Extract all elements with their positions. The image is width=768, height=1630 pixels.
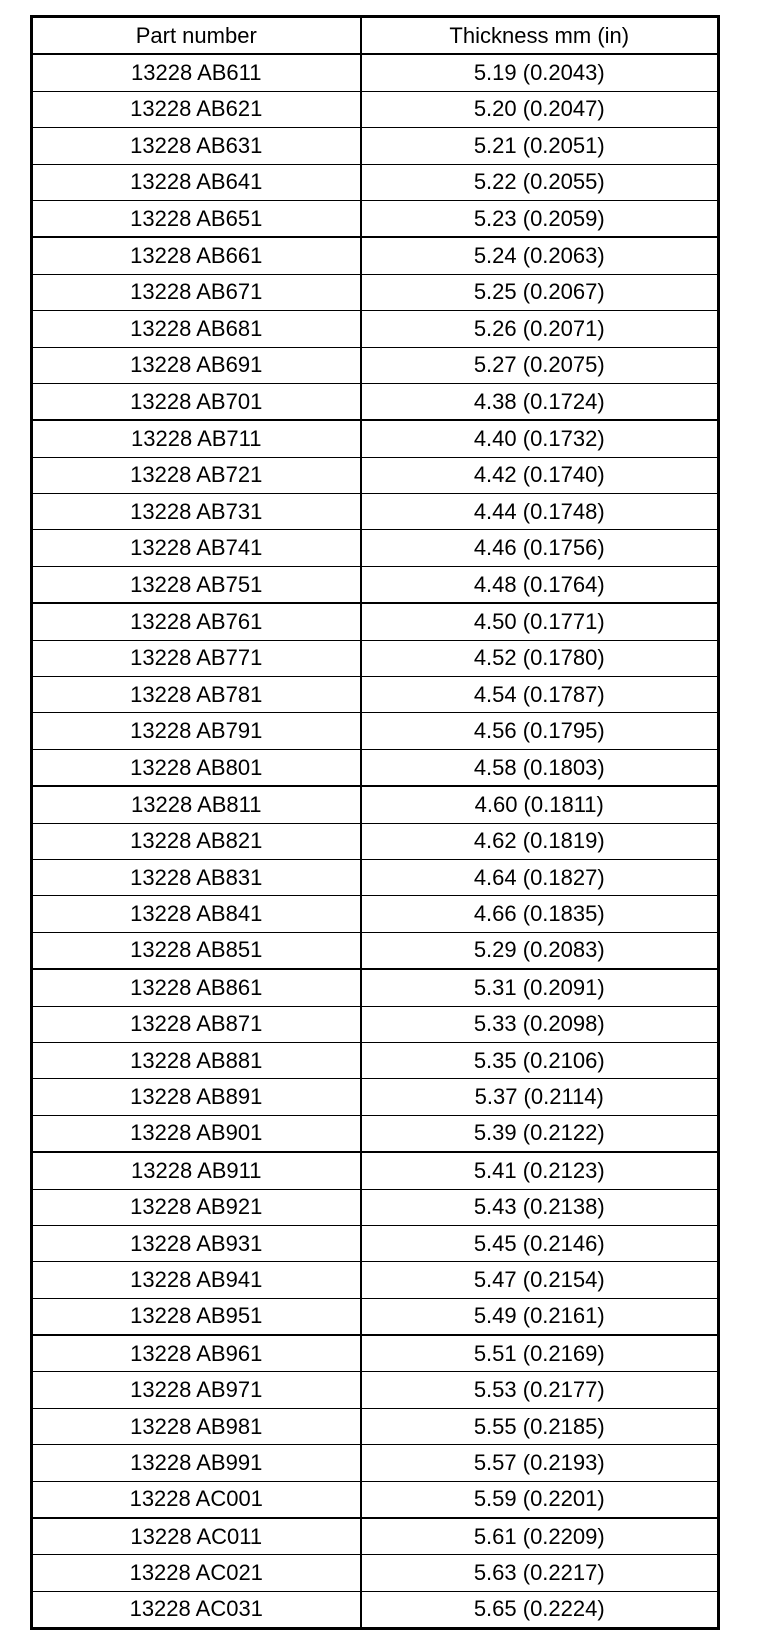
thickness-cell: 5.29 (0.2083) [361,932,719,969]
part-number-cell: 13228 AB651 [32,200,361,237]
thickness-cell: 5.43 (0.2138) [361,1189,719,1225]
table-row [32,383,719,420]
table-row [32,530,719,566]
table-row [32,200,719,237]
table-row [32,1225,719,1261]
part-number-cell: 13228 AB621 [32,91,361,127]
table-row [32,713,719,749]
part-number-cell: 13228 AB861 [32,969,361,1006]
part-number-cell: 13228 AB801 [32,749,361,786]
part-number-cell: 13228 AB811 [32,786,361,823]
table-row [32,859,719,895]
thickness-cell: 5.19 (0.2043) [361,54,719,91]
part-number-cell: 13228 AB971 [32,1372,361,1408]
part-number-cell: 13228 AB781 [32,677,361,713]
part-number-cell: 13228 AB751 [32,566,361,603]
table-row [32,91,719,127]
table-row [32,54,719,91]
table-row [32,237,719,274]
thickness-cell: 5.25 (0.2067) [361,274,719,310]
table-row [32,1518,719,1555]
table-row [32,786,719,823]
table-row [32,494,719,530]
table-row [32,1152,719,1189]
part-number-cell: 13228 AB711 [32,420,361,457]
thickness-cell: 5.51 (0.2169) [361,1335,719,1372]
table-row [32,1335,719,1372]
thickness-cell: 4.42 (0.1740) [361,457,719,493]
part-number-cell: 13228 AB721 [32,457,361,493]
thickness-cell: 5.35 (0.2106) [361,1042,719,1078]
table-row [32,566,719,603]
table-row [32,969,719,1006]
part-number-cell: 13228 AB681 [32,311,361,347]
part-number-cell: 13228 AB771 [32,640,361,676]
part-number-cell: 13228 AB761 [32,603,361,640]
thickness-cell: 4.52 (0.1780) [361,640,719,676]
table-row [32,823,719,859]
thickness-cell: 4.50 (0.1771) [361,603,719,640]
part-number-cell: 13228 AB961 [32,1335,361,1372]
table-row [32,164,719,200]
table-row [32,1445,719,1481]
header-row [32,17,719,55]
header-thickness: Thickness mm (in) [361,17,719,55]
part-number-cell: 13228 AB671 [32,274,361,310]
part-number-cell: 13228 AB941 [32,1262,361,1298]
table-row [32,640,719,676]
table-row [32,1408,719,1444]
thickness-cell: 5.53 (0.2177) [361,1372,719,1408]
thickness-cell: 5.26 (0.2071) [361,311,719,347]
table-row [32,1481,719,1518]
thickness-cell: 5.27 (0.2075) [361,347,719,383]
thickness-cell: 5.49 (0.2161) [361,1298,719,1335]
part-number-cell: 13228 AC031 [32,1591,361,1628]
thickness-cell: 4.58 (0.1803) [361,749,719,786]
thickness-cell: 4.66 (0.1835) [361,896,719,932]
thickness-cell: 5.55 (0.2185) [361,1408,719,1444]
thickness-cell: 5.61 (0.2209) [361,1518,719,1555]
thickness-cell: 4.54 (0.1787) [361,677,719,713]
thickness-cell: 4.48 (0.1764) [361,566,719,603]
thickness-table-container [30,15,717,1630]
part-number-cell: 13228 AB731 [32,494,361,530]
table-row [32,677,719,713]
thickness-cell: 5.33 (0.2098) [361,1006,719,1042]
table-row [32,749,719,786]
part-number-cell: 13228 AB981 [32,1408,361,1444]
table-row [32,1079,719,1115]
thickness-cell: 4.56 (0.1795) [361,713,719,749]
part-number-cell: 13228 AB741 [32,530,361,566]
table-row [32,457,719,493]
part-number-cell: 13228 AB881 [32,1042,361,1078]
thickness-cell: 5.47 (0.2154) [361,1262,719,1298]
table-row [32,1042,719,1078]
table-row [32,1189,719,1225]
part-number-cell: 13228 AB661 [32,237,361,274]
table-row [32,1591,719,1628]
thickness-cell: 4.40 (0.1732) [361,420,719,457]
part-number-cell: 13228 AB931 [32,1225,361,1261]
part-number-cell: 13228 AB991 [32,1445,361,1481]
thickness-cell: 4.60 (0.1811) [361,786,719,823]
part-number-cell: 13228 AB701 [32,383,361,420]
thickness-cell: 4.62 (0.1819) [361,823,719,859]
table-row [32,896,719,932]
part-number-cell: 13228 AB641 [32,164,361,200]
part-number-cell: 13228 AB821 [32,823,361,859]
thickness-cell: 5.63 (0.2217) [361,1555,719,1591]
table-row [32,1115,719,1152]
table-row [32,1262,719,1298]
table-row [32,128,719,164]
table-row [32,1555,719,1591]
thickness-cell: 4.46 (0.1756) [361,530,719,566]
part-number-cell: 13228 AB851 [32,932,361,969]
part-number-cell: 13228 AC001 [32,1481,361,1518]
part-number-cell: 13228 AB921 [32,1189,361,1225]
thickness-cell: 5.39 (0.2122) [361,1115,719,1152]
part-number-cell: 13228 AB831 [32,859,361,895]
thickness-cell: 5.23 (0.2059) [361,200,719,237]
table-row [32,603,719,640]
header-part-number: Part number [32,17,361,55]
part-number-cell: 13228 AB791 [32,713,361,749]
thickness-cell: 5.37 (0.2114) [361,1079,719,1115]
part-number-cell: 13228 AB691 [32,347,361,383]
part-number-cell: 13228 AC011 [32,1518,361,1555]
table-row [32,1006,719,1042]
thickness-cell: 4.44 (0.1748) [361,494,719,530]
thickness-cell: 4.38 (0.1724) [361,383,719,420]
part-number-cell: 13228 AC021 [32,1555,361,1591]
table-row [32,420,719,457]
part-number-cell: 13228 AB951 [32,1298,361,1335]
thickness-cell: 5.24 (0.2063) [361,237,719,274]
thickness-table [30,15,720,1630]
thickness-cell: 5.59 (0.2201) [361,1481,719,1518]
thickness-cell: 4.64 (0.1827) [361,859,719,895]
part-number-cell: 13228 AB911 [32,1152,361,1189]
table-row [32,274,719,310]
thickness-cell: 5.57 (0.2193) [361,1445,719,1481]
thickness-cell: 5.21 (0.2051) [361,128,719,164]
part-number-cell: 13228 AB871 [32,1006,361,1042]
table-body [32,54,719,1628]
thickness-cell: 5.41 (0.2123) [361,1152,719,1189]
part-number-cell: 13228 AB631 [32,128,361,164]
table-row [32,1298,719,1335]
part-number-cell: 13228 AB901 [32,1115,361,1152]
part-number-cell: 13228 AB611 [32,54,361,91]
table-row [32,347,719,383]
thickness-cell: 5.20 (0.2047) [361,91,719,127]
part-number-cell: 13228 AB841 [32,896,361,932]
table-row [32,311,719,347]
table-row [32,932,719,969]
thickness-cell: 5.22 (0.2055) [361,164,719,200]
table-row [32,1372,719,1408]
part-number-cell: 13228 AB891 [32,1079,361,1115]
thickness-cell: 5.45 (0.2146) [361,1225,719,1261]
table-header [32,17,719,55]
thickness-cell: 5.31 (0.2091) [361,969,719,1006]
thickness-cell: 5.65 (0.2224) [361,1591,719,1628]
